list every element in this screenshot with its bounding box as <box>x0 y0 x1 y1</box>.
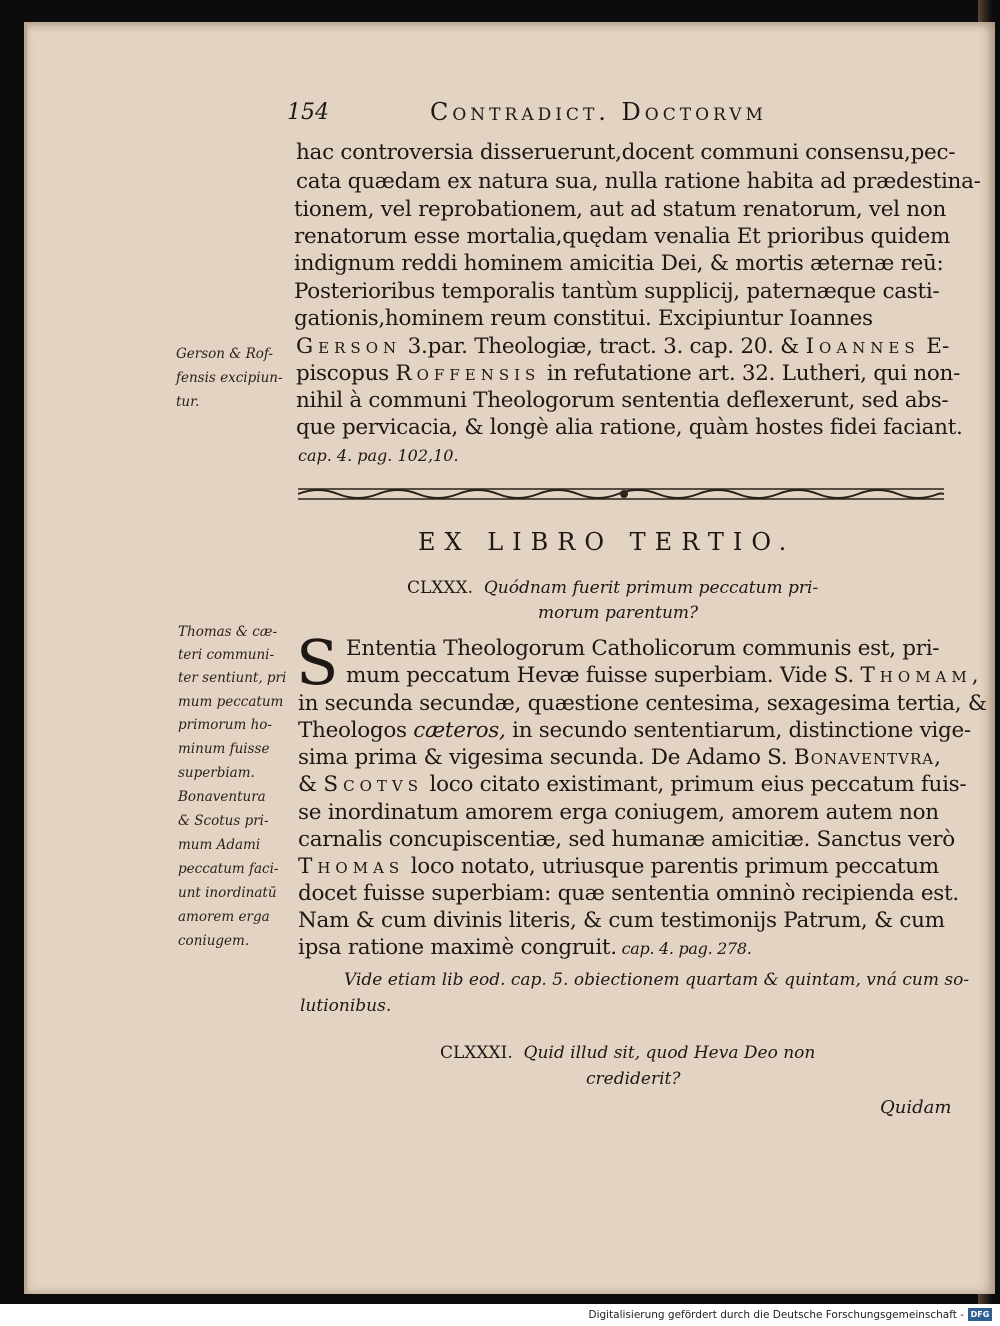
footer-bar <box>0 1304 1000 1326</box>
margin-note-line: Gerson & Rof- <box>176 346 273 362</box>
body-line: & Scotvs loco citato existimant, primum eius peccatum fuis- <box>298 772 967 797</box>
author-name: Thomam, <box>860 663 984 688</box>
body-line: Theologos cæteros, in secundo sententiarum, distinctione vige- <box>298 718 971 743</box>
margin-note-line: ter sentiunt, pri <box>178 670 287 686</box>
body-line: piscopus Roffensis in refutatione art. 32. Lutheri, qui non- <box>296 361 961 386</box>
body-line: Gerson 3.par. Theologiæ, tract. 3. cap. 20. & Ioannes E- <box>296 334 949 359</box>
body-line: indignum reddi hominem amicitia Dei, & mortis æternæ reū: <box>294 251 944 276</box>
body-line: ipsa ratione maximè congruit. cap. 4. pag. 278. <box>298 935 752 960</box>
body-line: gationis,hominem reum constitui. Excipiuntur Ioannes <box>294 306 873 331</box>
question-title: Quid illud sit, quod Heva Deo non <box>523 1043 816 1063</box>
citation-reference: cap. 4. pag. 278. <box>616 939 752 958</box>
dfg-logo-icon[interactable]: DFG <box>968 1308 992 1321</box>
page-number: 154 <box>287 100 329 125</box>
ornamental-divider <box>298 484 944 504</box>
author-name: Roffensis <box>395 361 541 386</box>
body-line: carnalis concupiscentiæ, sed humanæ amicitiæ. Sanctus verò <box>298 827 955 852</box>
margin-note-line: tur. <box>176 394 200 410</box>
author-name: Thomas <box>298 854 405 879</box>
author-name: Gerson <box>296 334 402 359</box>
body-line: sima prima & vigesima secunda. De Adamo S. Bonaventvra, <box>298 745 942 770</box>
question-title: Quódnam fuerit primum peccatum pri- <box>483 578 819 598</box>
citation-reference: cap. 4. pag. 102,10. <box>298 446 459 465</box>
body-line: Thomas loco notato, utriusque parentis primum peccatum <box>298 854 939 879</box>
body-line: tionem, vel reprobationem, aut ad statum renatorum, vel non <box>294 197 947 222</box>
margin-note-line: mum peccatum <box>178 694 284 710</box>
body-line: docet fuisse superbiam: quæ sententia omninò recipienda est. <box>298 881 959 906</box>
margin-note-line: fensis excipiun- <box>176 370 283 386</box>
margin-note-line: minum fuisse <box>178 741 270 757</box>
question-heading <box>407 578 818 598</box>
question-heading-cont: crediderit? <box>586 1069 681 1089</box>
body-line: Posterioribus temporalis tantùm supplicij, paternæque casti- <box>294 279 940 304</box>
funding-credit: Digitalisierung gefördert durch die Deutsche Forschungsgemeinschaft - <box>588 1309 964 1321</box>
margin-note-line: & Scotus pri- <box>178 813 269 829</box>
margin-note-line: peccatum faci- <box>178 861 279 877</box>
author-name: Ioannes <box>805 334 920 359</box>
body-line: hac controversia disseruerunt,docent communi consensu,pec- <box>296 140 956 165</box>
body-line: nihil à communi Theologorum sententia deflexerunt, sed abs- <box>296 388 949 413</box>
author-name: Scotvs <box>323 772 423 797</box>
margin-note-line: Bonaventura <box>178 789 266 805</box>
margin-note-line: superbiam. <box>178 765 255 781</box>
drop-cap: S <box>296 626 339 699</box>
margin-note-line: teri communi- <box>178 647 275 663</box>
catchword: Quidam <box>880 1097 952 1118</box>
author-name: Bonaventvra, <box>793 745 942 770</box>
margin-note-line: mum Adami <box>178 837 261 853</box>
body-line: se inordinatum amorem erga coniugem, amorem autem non <box>298 800 939 825</box>
question-number: CLXXXI. <box>440 1043 513 1063</box>
body-line: Ententia Theologorum Catholicorum communis est, pri- <box>346 636 940 661</box>
body-line: que pervicacia, & longè alia ratione, quàm hostes fidei faciant. <box>296 415 963 440</box>
section-heading: EX LIBRO TERTIO. <box>418 528 796 556</box>
question-heading <box>440 1043 815 1063</box>
body-line: in secunda secundæ, quæstione centesima, sexagesima tertia, & <box>298 691 987 716</box>
body-line: Nam & cum divinis literis, & cum testimonijs Patrum, & cum <box>298 908 945 933</box>
running-title: Contradict. Doctorvm <box>430 98 767 126</box>
margin-note-line: coniugem. <box>178 933 250 949</box>
question-number: CLXXX. <box>407 578 474 598</box>
margin-note-line: Thomas & cæ- <box>178 624 278 640</box>
cross-reference: Vide etiam lib eod. cap. 5. obiectionem quartam & quintam, vná cum so- <box>344 970 970 990</box>
body-line: renatorum esse mortalia,quędam venalia Et prioribus quidem <box>294 224 951 249</box>
margin-note-line: unt inordinatū <box>178 885 277 901</box>
cross-reference: lutionibus. <box>300 996 392 1016</box>
body-line: cata quædam ex natura sua, nulla ratione habita ad prædestina- <box>296 169 981 194</box>
margin-note-line: primorum ho- <box>178 717 272 733</box>
margin-note-line: amorem erga <box>178 909 270 925</box>
question-heading-cont: morum parentum? <box>538 603 699 623</box>
body-line: mum peccatum Hevæ fuisse superbiam. Vide S. Thomam, <box>346 663 984 688</box>
